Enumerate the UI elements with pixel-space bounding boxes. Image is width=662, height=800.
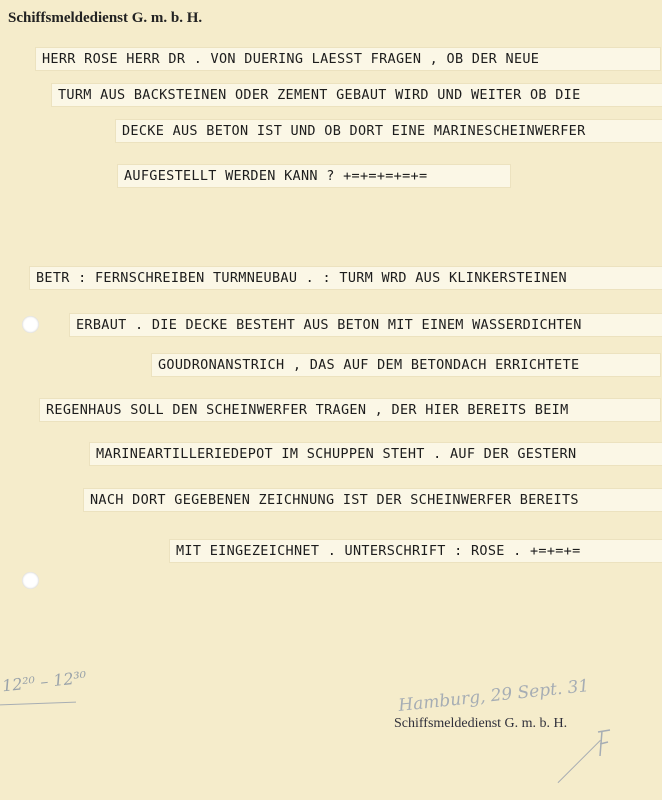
pencil-underline [0, 702, 76, 706]
message1-line-2: TURM AUS BACKSTEINEN ODER ZEMENT GEBAUT WIRD UND WEITER OB DIE [52, 84, 662, 106]
message2-line-7: MIT EINGEZEICHNET . UNTERSCHRIFT : ROSE . +=+=+= [170, 540, 662, 562]
pencil-time-note: 12²⁰ – 12³⁰ [1, 667, 88, 696]
footer-stamp: Schiffsmeldedienst G. m. b. H. [394, 716, 568, 731]
message2-line-6: NACH DORT GEGEBENEN ZEICHNUNG IST DER SCHEINWERFER BEREITS [84, 489, 662, 511]
message1-line-3: DECKE AUS BETON IST UND OB DORT EINE MARINESCHEINWERFER [116, 120, 662, 142]
punch-hole-upper [22, 316, 39, 333]
punch-hole-lower [22, 572, 39, 589]
message2-line-1: BETR : FERNSCHREIBEN TURMNEUBAU . : TURM WRD AUS KLINKERSTEINEN [30, 267, 662, 289]
handwritten-place-date: Hamburg, 29 Sept. 31 [397, 676, 591, 716]
message2-line-5: MARINEARTILLERIEDEPOT IM SCHUPPEN STEHT . AUF DER GESTERN [90, 443, 662, 465]
letterhead: Schiffsmeldedienst G. m. b. H. [8, 10, 203, 26]
message1-line-1: HERR ROSE HERR DR . VON DUERING LAESST FRAGEN , OB DER NEUE [36, 48, 660, 70]
message2-line-2: ERBAUT . DIE DECKE BESTEHT AUS BETON MIT EINEM WASSERDICHTEN [70, 314, 662, 336]
message2-line-4: REGENHAUS SOLL DEN SCHEINWERFER TRAGEN , DER HIER BEREITS BEIM [40, 399, 660, 421]
message1-line-4: AUFGESTELLT WERDEN KANN ? +=+=+=+=+= [118, 165, 510, 187]
message2-line-3: GOUDRONANSTRICH , DAS AUF DEM BETONDACH ERRICHTETE [152, 354, 660, 376]
